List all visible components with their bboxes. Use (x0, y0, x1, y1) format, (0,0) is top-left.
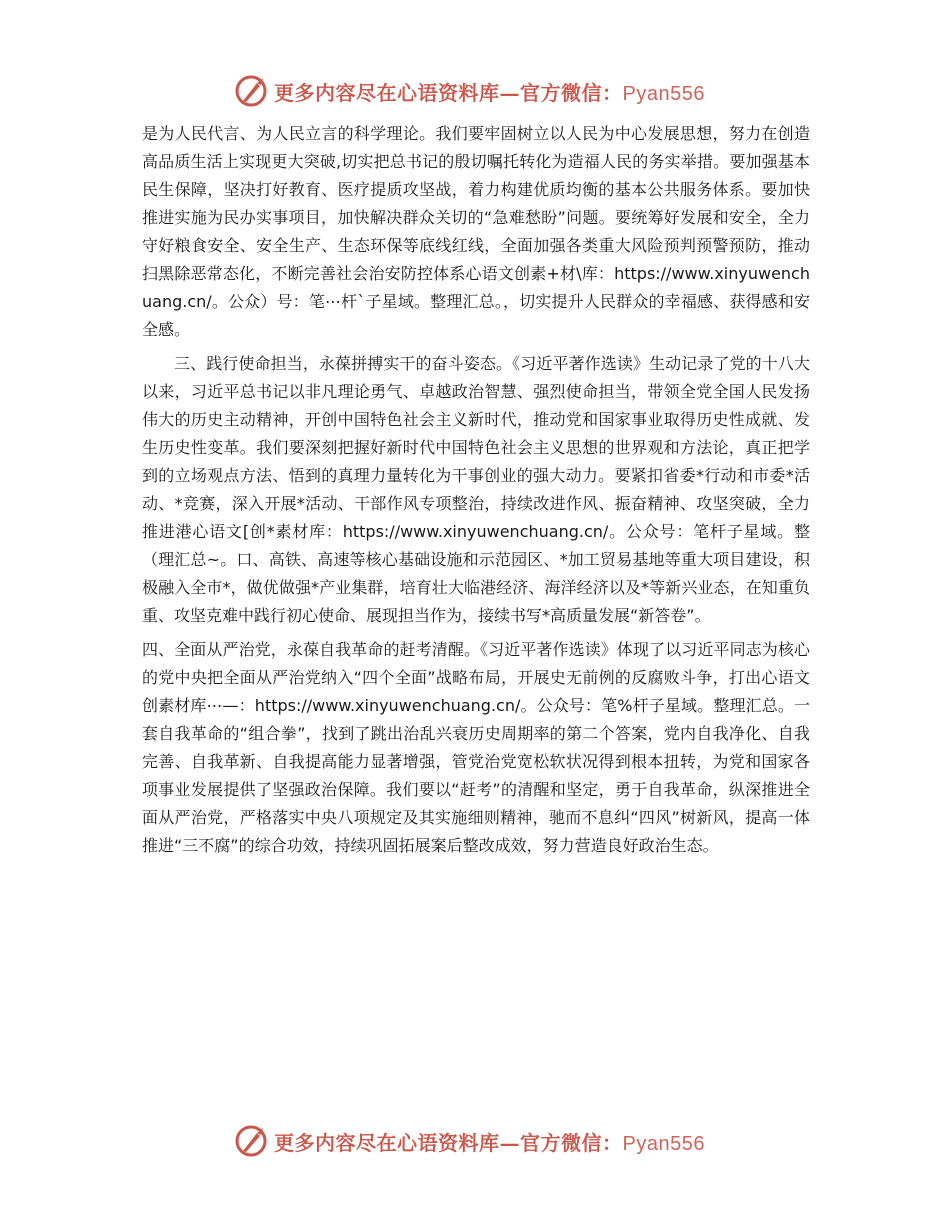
quill-logo-icon (234, 74, 268, 108)
paragraph-3: 四、全面从严治党，永葆自我革命的赶考清醒。《习近平著作选读》体现了以习近平同志为核心的党中央把全面从严治党纳入“四个全面”战略布局，开展史无前例的反腐败斗争，打出心语文创素材库⋯—：https://www.xinyuwenchuang.cn/。公众号：笔%杆子星域。整理汇总。一套自我革命的“组合拳”，找到了跳出治乱兴衰历史周期率的第二个答案，党内自我净化、自我完善、自我革新、自我提高能力显著增强，管党治党宽松软状况得到根本扭转，为党和国家各项事业发展提供了坚强政治保障。我们要以“赶考”的清醒和坚定，勇于自我革命，纵深推进全面从严治党，严格落实中央八项规定及其实施细则精神，驰而不息纠“四风”树新风，提高一体推进“三不腐”的综合功效，持续巩固拓展案后整改成效，努力营造良好政治生态。 (142, 640, 810, 855)
paragraph-1: 是为人民代言、为人民立言的科学理论。我们要牢固树立以人民为中心发展思想，努力在创造高品质生活上实现更大突破,切实把总书记的殷切嘱托转化为造福人民的务实举措。要加强基本民生保障，坚决打好教育、医疗提质攻坚战，着力构建优质均衡的基本公共服务体系。要加快推进实施为民办实事项目，加快解决群众关切的“急难愁盼”问题。要统筹好发展和安全，全力守好粮食安全、安全生产、生态环保等底线红线，全面加强各类重大风险预判预警预防，推动扫黑除恶常态化，不断完善社会治安防控体系心语文创素+材\库：https://www.xinyuwenchuang.cn/。公众）号：笔⋯杆`子星域。整理汇总。，切实提升人民群众的幸福感、获得感和安全感。 (142, 124, 810, 339)
header-wechat-id: Pyan556 (622, 82, 705, 105)
header-banner (234, 71, 705, 111)
footer-banner (234, 1121, 705, 1161)
quill-logo-icon (234, 1124, 268, 1158)
header-banner-text: 更多内容尽在心语资料库—官方微信：Pyan556 (274, 80, 705, 105)
paragraph-2: 三、践行使命担当，永葆拼搏实干的奋斗姿态。《习近平著作选读》生动记录了党的十八大以来，习近平总书记以非凡理论勇气、卓越政治智慧、强烈使命担当，带领全党全国人民发扬伟大的历史主动精神，开创中国特色社会主义新时代，推动党和国家事业取得历史性成就、发生历史性变革。我们要深刻把握好新时代中国特色社会主义思想的世界观和方法论，真正把学到的立场观点方法、悟到的真理力量转化为干事创业的强大动力。要紧扣省委*行动和市委*活动、*竞赛，深入开展*活动、干部作风专项整治，持续改进作风、振奋精神、攻坚突破，全力推进港心语文[创*素材库：https://www.xinyuwenchuang.cn/。公众号：笔杆子星域。整（理汇总~。口、高铁、高速等核心基础设施和示范园区、*加工贸易基地等重大项目建设，积极融入全市*，做优做强*产业集群，培育壮大临港经济、海洋经济以及*等新兴业态，在知重负重、攻坚克难中践行初心使命、展现担当作为，接续书写*高质量发展“新答卷”。 (142, 354, 810, 625)
document-body (142, 120, 810, 866)
footer-banner-text: 更多内容尽在心语资料库—官方微信：Pyan556 (274, 1130, 705, 1155)
footer-wechat-id: Pyan556 (622, 1132, 705, 1155)
